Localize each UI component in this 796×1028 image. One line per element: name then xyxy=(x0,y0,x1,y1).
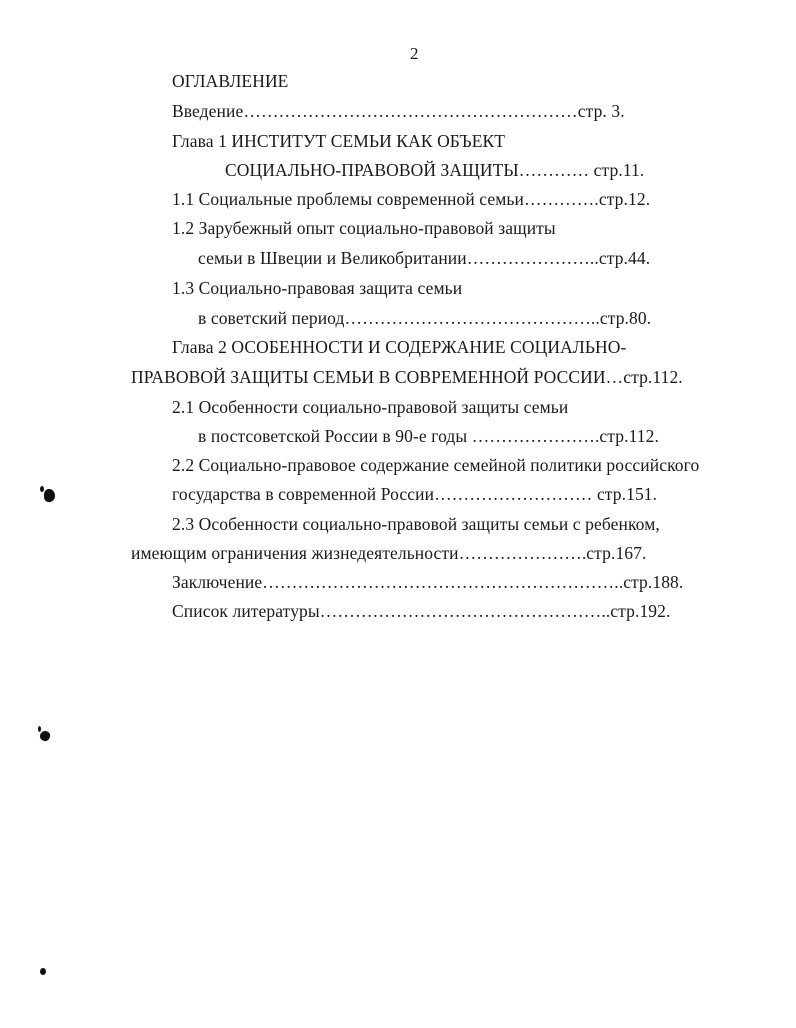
toc-entry-intro: Введение…………………………………………………стр. 3. xyxy=(172,101,625,121)
toc-entry-conclusion: Заключение……………………………………………………..стр.188. xyxy=(172,572,684,592)
toc-entry-chapter1: Глава 1 ИНСТИТУТ СЕМЬИ КАК ОБЪЕКТ xyxy=(172,131,506,151)
toc-heading: ОГЛАВЛЕНИЕ xyxy=(172,71,289,91)
toc-entry-chapter2-cont: ПРАВОВОЙ ЗАЩИТЫ СЕМЬИ В СОВРЕМЕННОЙ РОССИИ…стр.112. xyxy=(131,367,683,387)
toc-entry-2-3: 2.3 Особенности социально-правовой защиты семьи с ребенком, xyxy=(172,514,660,534)
toc-entry-2-1-cont: в постсоветской России в 90-е годы ………………….стр.112. xyxy=(198,426,659,446)
toc-entry-2-1: 2.1 Особенности социально-правовой защиты семьи xyxy=(172,397,569,417)
scan-blot-bottom xyxy=(40,968,46,975)
scan-blot-middle xyxy=(39,730,52,743)
toc-entry-1-2-cont: семьи в Швеции и Великобритании…………………..стр.44. xyxy=(198,248,651,268)
scan-blot-middle-tail xyxy=(38,726,41,732)
page-number: 2 xyxy=(410,44,419,63)
toc-entry-chapter2: Глава 2 ОСОБЕННОСТИ И СОДЕРЖАНИЕ СОЦИАЛЬНО- xyxy=(172,337,627,357)
toc-entry-1-3: 1.3 Социально-правовая защита семьи xyxy=(172,278,463,298)
toc-entry-bibliography: Список литературы…………………………………………..стр.192. xyxy=(172,601,671,621)
toc-entry-2-2: 2.2 Социально-правовое содержание семейной политики российского xyxy=(172,455,700,475)
toc-entry-1-3-cont: в советский период……………………………………..стр.80. xyxy=(198,308,652,328)
toc-entry-1-2: 1.2 Зарубежный опыт социально-правовой защиты xyxy=(172,218,556,238)
toc-entry-1-1: 1.1 Социальные проблемы современной семьи………….стр.12. xyxy=(172,189,651,209)
toc-entry-2-2-cont: государства в современной России……………………… стр.151. xyxy=(172,484,658,504)
toc-entry-chapter1-cont: СОЦИАЛЬНО-ПРАВОВОЙ ЗАЩИТЫ………… стр.11. xyxy=(225,160,645,180)
scan-blot-top xyxy=(44,489,55,502)
toc-entry-2-3-cont: имеющим ограничения жизнедеятельности………………….стр.167. xyxy=(131,543,647,563)
scan-blot-top-tail xyxy=(40,486,44,492)
